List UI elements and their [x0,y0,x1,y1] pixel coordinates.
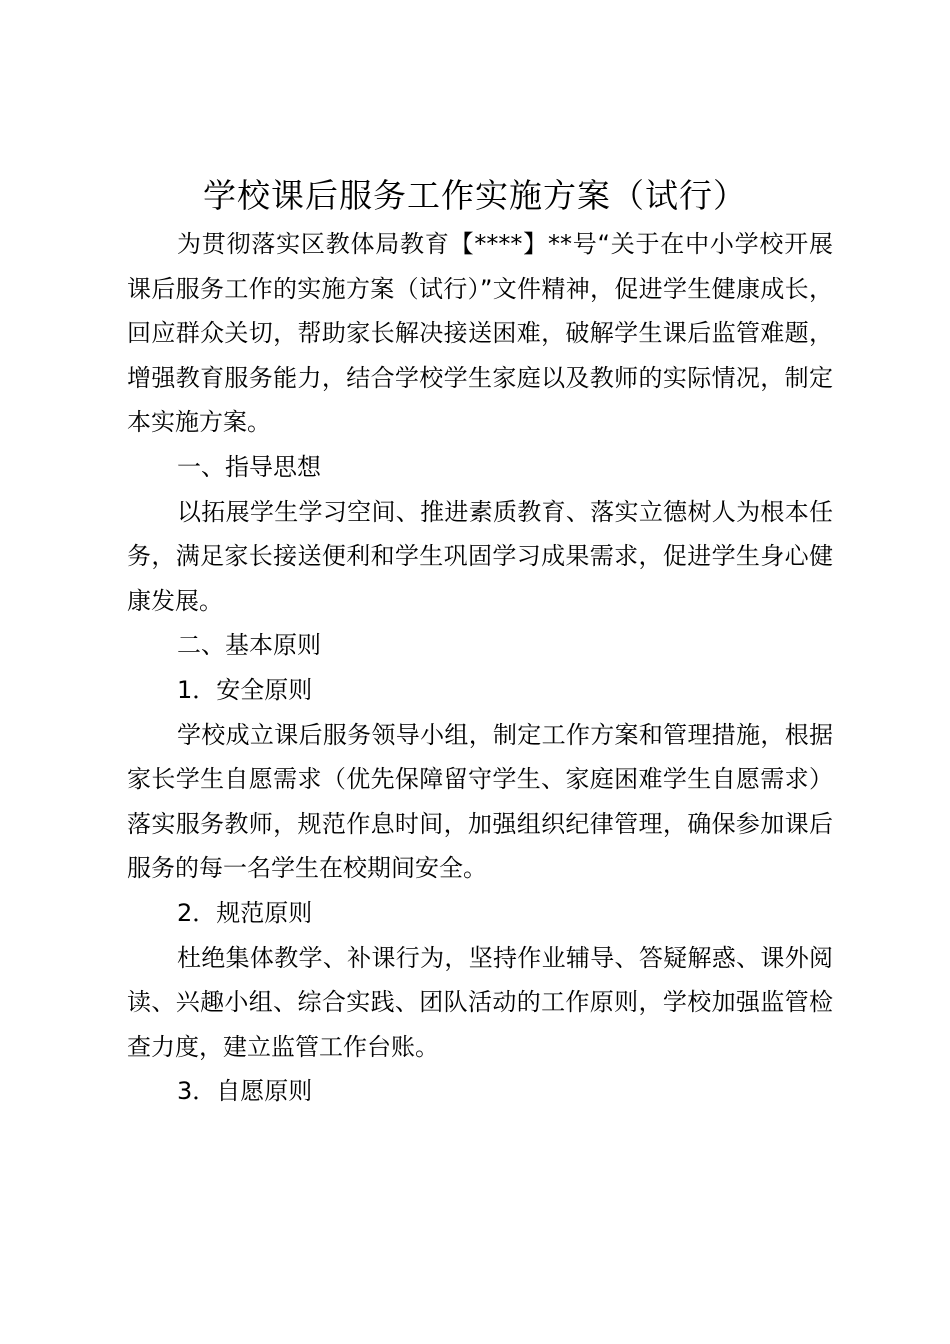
subheading-safety-principle: 1．安全原则 [177,675,313,704]
safety-principle-paragraph: 学校成立课后服务领导小组，制定工作方案和管理措施，根据家长学生自愿需求（优先保障留守学生、家庭困难学生自愿需求）落实服务教师，规范作息时间，加强组织纪律管理，确保参加课后服务的每一名学生在校期间安全。 [127,720,833,883]
document-title: 学校课后服务工作实施方案（试行） [203,176,747,215]
section-heading-guiding-ideology: 一、指导思想 [177,452,321,481]
section-heading-basic-principles: 二、基本原则 [177,631,321,660]
guiding-ideology-paragraph: 以拓展学生学习空间、推进素质教育、落实立德树人为根本任务，满足家长接送便利和学生巩固学习成果需求，促进学生身心健康发展。 [127,497,833,615]
subheading-standard-principle: 2．规范原则 [177,898,313,927]
document-body [127,222,833,1114]
subheading-voluntary-principle: 3．自愿原则 [177,1077,313,1106]
standard-principle-paragraph: 杜绝集体教学、补课行为，坚持作业辅导、答疑解惑、课外阅读、兴趣小组、综合实践、团队活动的工作原则，学校加强监管检查力度，建立监管工作台账。 [127,943,833,1061]
intro-paragraph: 为贯彻落实区教体局教育【****】**号“关于在中小学校开展课后服务工作的实施方案（试行）”文件精神，促进学生健康成长，回应群众关切，帮助家长解决接送困难，破解学生课后监管难题，增强教育服务能力，结合学校学生家庭以及教师的实际情况，制定本实施方案。 [127,230,833,437]
